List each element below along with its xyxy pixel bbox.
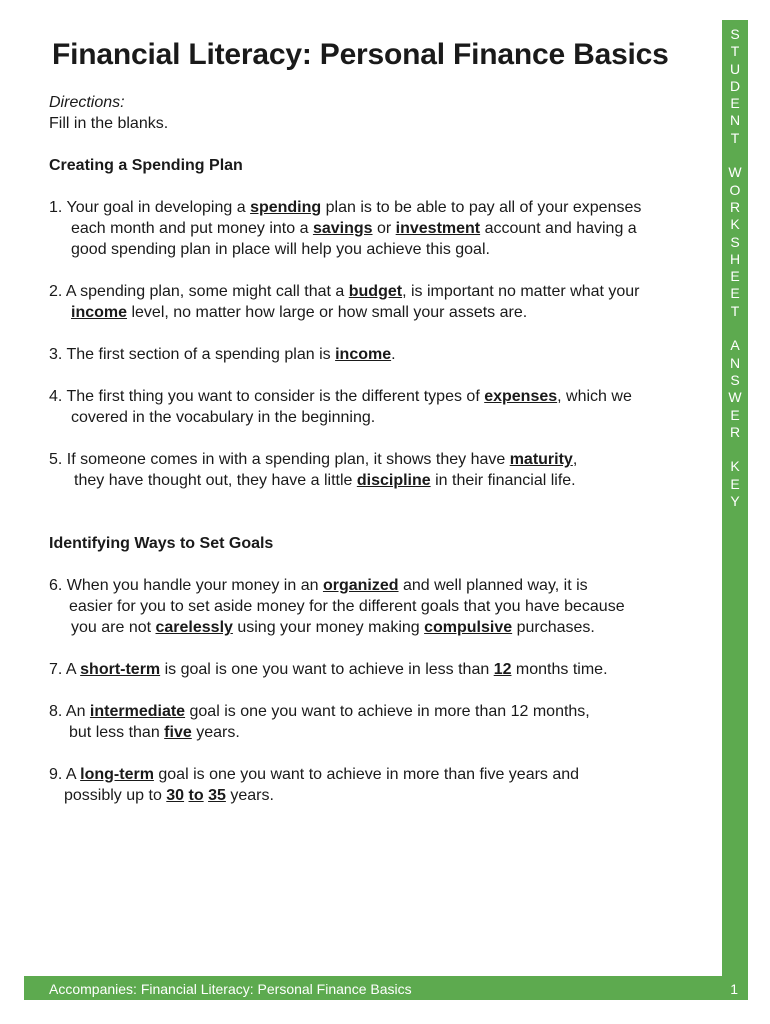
page-number: 1 xyxy=(730,981,738,997)
directions-label: Directions: xyxy=(49,94,125,111)
sidebar-letter: S xyxy=(730,371,740,388)
question-3: 3. The first section of a spending plan is income. xyxy=(49,346,396,363)
sidebar-word xyxy=(728,164,741,320)
sidebar-letter: A xyxy=(730,337,740,354)
sidebar-letter: K xyxy=(730,216,740,233)
answer-blank: income xyxy=(71,304,128,321)
sidebar-letter: S xyxy=(730,26,740,42)
sidebar-letter: H xyxy=(729,250,741,267)
question-2: 2. A spending plan, some might call that a budget, is important no matter what your income level, no matter how large or how small your assets are. xyxy=(49,283,640,321)
answer-blank: short-term xyxy=(80,661,161,678)
sidebar-letter: E xyxy=(730,95,740,112)
sidebar-letter: T xyxy=(730,302,740,319)
sidebar-letter: N xyxy=(729,354,741,371)
sidebar-letter: R xyxy=(729,198,741,215)
directions-text: Fill in the blanks. xyxy=(49,115,169,132)
answer-blank: to xyxy=(188,787,204,804)
answer-blank: maturity xyxy=(509,451,573,468)
sidebar-letter: T xyxy=(730,129,740,146)
answer-blank: organized xyxy=(322,577,399,594)
answer-blank: compulsive xyxy=(424,619,513,636)
answer-blank: discipline xyxy=(356,472,431,489)
question-4: 4. The first thing you want to consider is the different types of expenses, which we covered in the vocabulary in the beginning. xyxy=(49,388,632,426)
section-heading-spending-plan: Creating a Spending Plan xyxy=(49,157,243,174)
sidebar-letter: T xyxy=(730,43,740,60)
footer-text: Accompanies: Financial Literacy: Personal Finance Basics xyxy=(49,981,412,997)
answer-blank: intermediate xyxy=(89,703,186,720)
sidebar-letter: Y xyxy=(730,493,740,510)
answer-blank: income xyxy=(335,346,392,363)
footer-bar xyxy=(24,976,748,1000)
question-8: 8. An intermediate goal is one you want to achieve in more than 12 months, but less than five years. xyxy=(49,703,590,741)
sidebar-letter: E xyxy=(730,406,740,423)
answer-blank: long-term xyxy=(80,766,154,783)
answer-blank: expenses xyxy=(484,388,558,405)
sidebar-letter: E xyxy=(730,285,740,302)
answer-blank: 30 xyxy=(166,787,185,804)
question-7: 7. A short-term is goal is one you want to achieve in less than 12 months time. xyxy=(49,661,608,678)
answer-blank: investment xyxy=(395,220,481,237)
sidebar-letter: R xyxy=(729,423,741,440)
sidebar-letter: W xyxy=(728,164,742,181)
question-9: 9. A long-term goal is one you want to achieve in more than five years and possibly up to 30 to 35 years. xyxy=(49,766,580,804)
sidebar-letter: S xyxy=(730,233,740,250)
sidebar-letter: D xyxy=(729,77,741,94)
answer-blank: five xyxy=(164,724,192,741)
sidebar-letter: E xyxy=(730,268,740,285)
sidebar-word xyxy=(728,337,741,441)
sidebar-word xyxy=(730,458,739,510)
sidebar-word xyxy=(730,26,740,147)
sidebar-letter: W xyxy=(728,389,742,406)
answer-blank: budget xyxy=(348,283,403,300)
answer-blank: 35 xyxy=(208,787,226,804)
answer-blank: savings xyxy=(312,220,373,237)
question-6: 6. When you handle your money in an organized and well planned way, it is easier for you to set aside money for the different goals that you have because you are not carelessly using your money making compulsive purchases. xyxy=(49,577,625,636)
page-title: Financial Literacy: Personal Finance Basics xyxy=(52,38,669,71)
question-1: 1. Your goal in developing a spending plan is to be able to pay all of your expenses each month and put money into a savings or investment account and having a good spending plan in place will help you achieve this goal. xyxy=(49,199,642,258)
answer-blank: 12 xyxy=(493,661,512,678)
sidebar-letter: K xyxy=(730,458,740,475)
answer-blank: carelessly xyxy=(155,619,233,636)
question-5: 5. If someone comes in with a spending plan, it shows they have maturity, they have thought out, they have a little discipline in their financial life. xyxy=(49,451,578,489)
sidebar-label xyxy=(722,26,748,510)
sidebar-letter: E xyxy=(730,475,740,492)
section-heading-set-goals: Identifying Ways to Set Goals xyxy=(49,535,274,552)
sidebar-letter: U xyxy=(729,60,741,77)
answer-blank: spending xyxy=(250,199,322,216)
sidebar-letter: O xyxy=(729,181,741,198)
sidebar-letter: N xyxy=(729,112,741,129)
worksheet-content xyxy=(49,92,714,806)
sidebar-banner xyxy=(722,20,748,998)
